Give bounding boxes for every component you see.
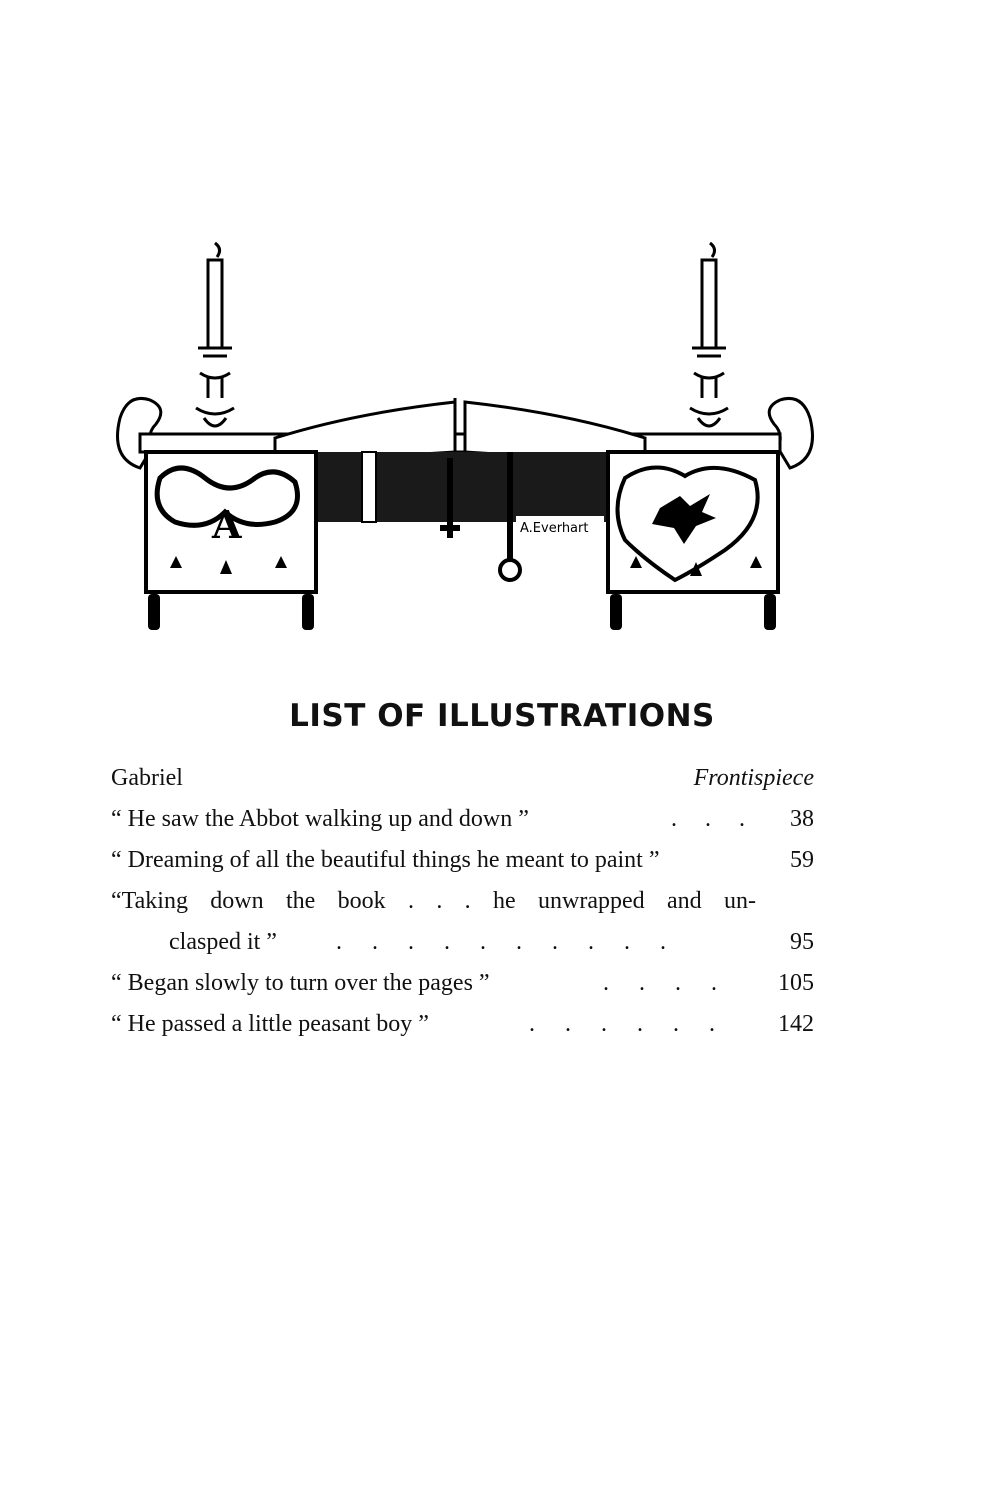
list-item [111, 1004, 814, 1045]
left-candlestick [186, 243, 244, 446]
svg-text:A: A [212, 502, 242, 547]
list-item [111, 799, 814, 840]
list-item [111, 922, 814, 963]
entry-caption: Gabriel [111, 765, 183, 791]
leader-dots: . . . [671, 806, 745, 832]
entry-page: 105 [778, 970, 814, 996]
lectern-top [140, 434, 780, 452]
illustrations-list [111, 758, 814, 1045]
right-candlestick [680, 243, 738, 446]
page-title: LIST OF ILLUSTRATIONS [289, 698, 715, 734]
entry-caption: “Taking down the book . . . he unwrapped and un- [111, 888, 756, 914]
list-item [111, 758, 814, 799]
entry-page: 142 [778, 1011, 814, 1037]
entry-caption: clasped it ” [169, 929, 277, 955]
list-item [111, 881, 814, 922]
entry-page: Frontispiece [693, 765, 814, 791]
entry-caption: “ He saw the Abbot walking up and down ” [111, 806, 529, 832]
entry-page: 95 [790, 929, 814, 955]
entry-caption: “ Began slowly to turn over the pages ” [111, 970, 490, 996]
list-item [111, 840, 814, 881]
leader-dots: . . . . [603, 970, 717, 996]
lectern-body [300, 452, 620, 580]
right-banner [608, 452, 778, 630]
signature: A.Everhart [520, 521, 589, 536]
entry-page: 38 [790, 806, 814, 832]
entry-caption: “ Dreaming of all the beautiful things he meant to paint ” [111, 847, 660, 873]
entry-caption: “ He passed a little peasant boy ” [111, 1011, 429, 1037]
entry-page: 59 [790, 847, 814, 873]
list-item [111, 963, 814, 1004]
leader-dots: . . . . . . [529, 1011, 715, 1037]
left-banner [146, 452, 316, 630]
leader-dots: . . . . . . . . . . [336, 929, 666, 955]
headpiece-illustration [100, 238, 820, 638]
